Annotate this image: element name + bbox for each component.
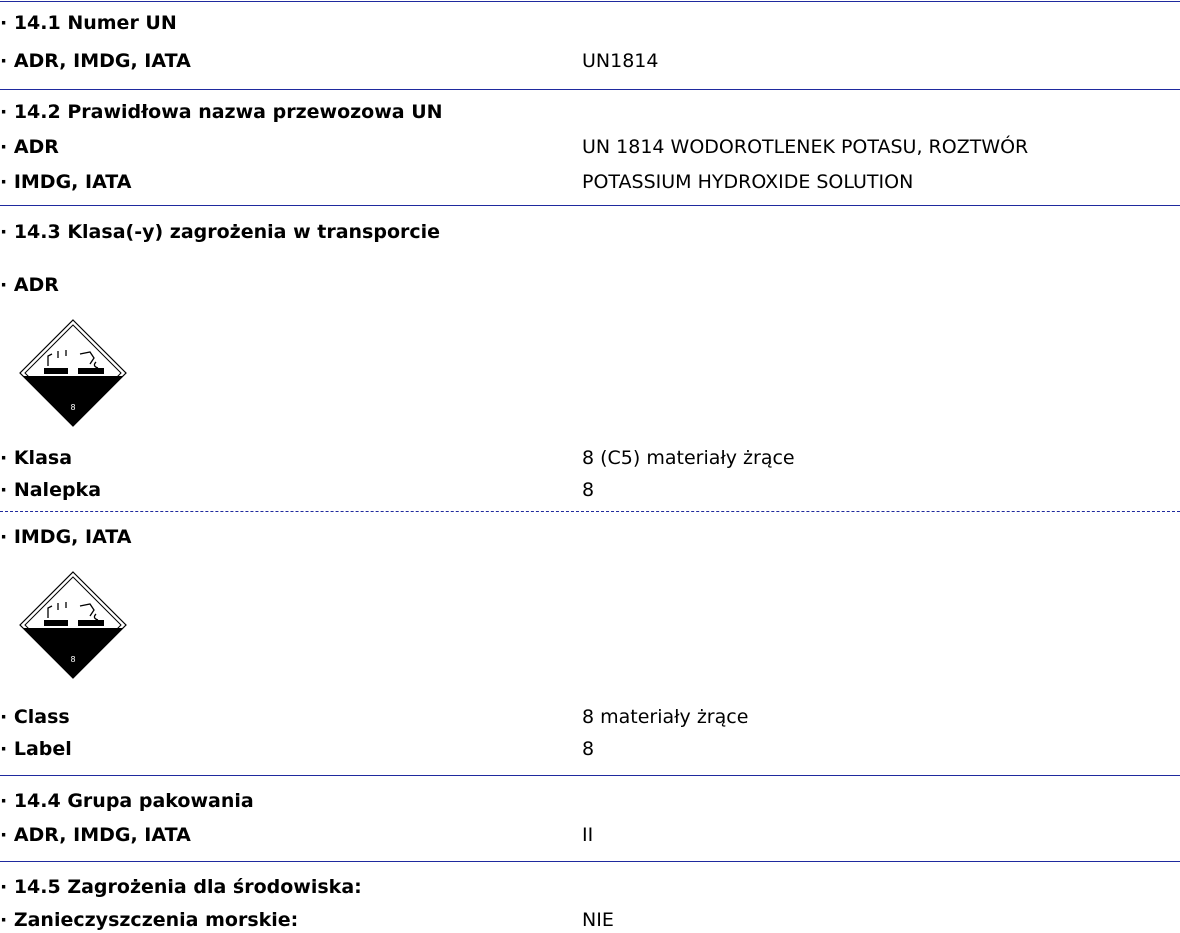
klasa-label: · Klasa bbox=[0, 447, 73, 469]
section-14-5-title-row bbox=[0, 874, 1180, 900]
marine-pollutant-row bbox=[0, 907, 1180, 933]
klasa-value: 8 (C5) materiały żrące bbox=[582, 447, 795, 469]
section-divider bbox=[0, 861, 1180, 862]
section-14-3-title: · 14.3 Klasa(-y) zagrożenia w transporcie bbox=[0, 221, 441, 243]
adr-heading: · ADR bbox=[0, 274, 59, 296]
marine-pollutant-label: · Zanieczyszczenia morskie: bbox=[0, 909, 299, 931]
packing-group-row bbox=[0, 822, 1180, 848]
section-divider bbox=[0, 775, 1180, 776]
section-14-5-title: · 14.5 Zagrożenia dla środowiska: bbox=[0, 876, 362, 898]
corrosive-class-8-icon bbox=[18, 318, 128, 428]
section-14-1-title-row bbox=[0, 10, 1180, 36]
adr-heading-row bbox=[0, 272, 1180, 298]
class-label: · Class bbox=[0, 706, 70, 728]
corrosive-class-8-icon bbox=[18, 570, 128, 680]
shipping-name-adr-row bbox=[0, 134, 1180, 160]
label-label: · Label bbox=[0, 738, 72, 760]
imdg-heading-row bbox=[0, 524, 1180, 550]
un-number-row bbox=[0, 48, 1180, 74]
section-14-2-title: · 14.2 Prawidłowa nazwa przewozowa UN bbox=[0, 101, 443, 123]
shipping-name-imdg-value: POTASSIUM HYDROXIDE SOLUTION bbox=[582, 171, 914, 193]
section-divider bbox=[0, 205, 1180, 206]
shipping-name-imdg-label: · IMDG, IATA bbox=[0, 171, 132, 193]
subsection-divider bbox=[0, 511, 1180, 512]
klasa-row bbox=[0, 445, 1180, 471]
section-14-2-title-row bbox=[0, 99, 1180, 125]
marine-pollutant-value: NIE bbox=[582, 909, 614, 931]
section-14-3-title-row bbox=[0, 219, 1180, 245]
section-14-4-title: · 14.4 Grupa pakowania bbox=[0, 790, 254, 812]
nalepka-value: 8 bbox=[582, 479, 595, 501]
pictogram-class-label: 8 bbox=[70, 655, 76, 664]
label-row bbox=[0, 736, 1180, 762]
section-14-4-title-row bbox=[0, 788, 1180, 814]
section-divider bbox=[0, 89, 1180, 90]
class-row bbox=[0, 704, 1180, 730]
un-number-value: UN1814 bbox=[582, 50, 659, 72]
class-value: 8 materiały żrące bbox=[582, 706, 749, 728]
shipping-name-adr-value: UN 1814 WODOROTLENEK POTASU, ROZTWÓR bbox=[582, 136, 1029, 158]
nalepka-label: · Nalepka bbox=[0, 479, 102, 501]
section-divider bbox=[0, 1, 1180, 2]
nalepka-row bbox=[0, 477, 1180, 503]
section-14-1-title: · 14.1 Numer UN bbox=[0, 12, 177, 34]
packing-group-label: · ADR, IMDG, IATA bbox=[0, 824, 191, 846]
shipping-name-imdg-row bbox=[0, 169, 1180, 195]
pictogram-class-label: 8 bbox=[70, 403, 76, 412]
un-number-label: · ADR, IMDG, IATA bbox=[0, 50, 191, 72]
imdg-heading: · IMDG, IATA bbox=[0, 526, 132, 548]
label-value: 8 bbox=[582, 738, 595, 760]
packing-group-value: II bbox=[582, 824, 594, 846]
shipping-name-adr-label: · ADR bbox=[0, 136, 59, 158]
